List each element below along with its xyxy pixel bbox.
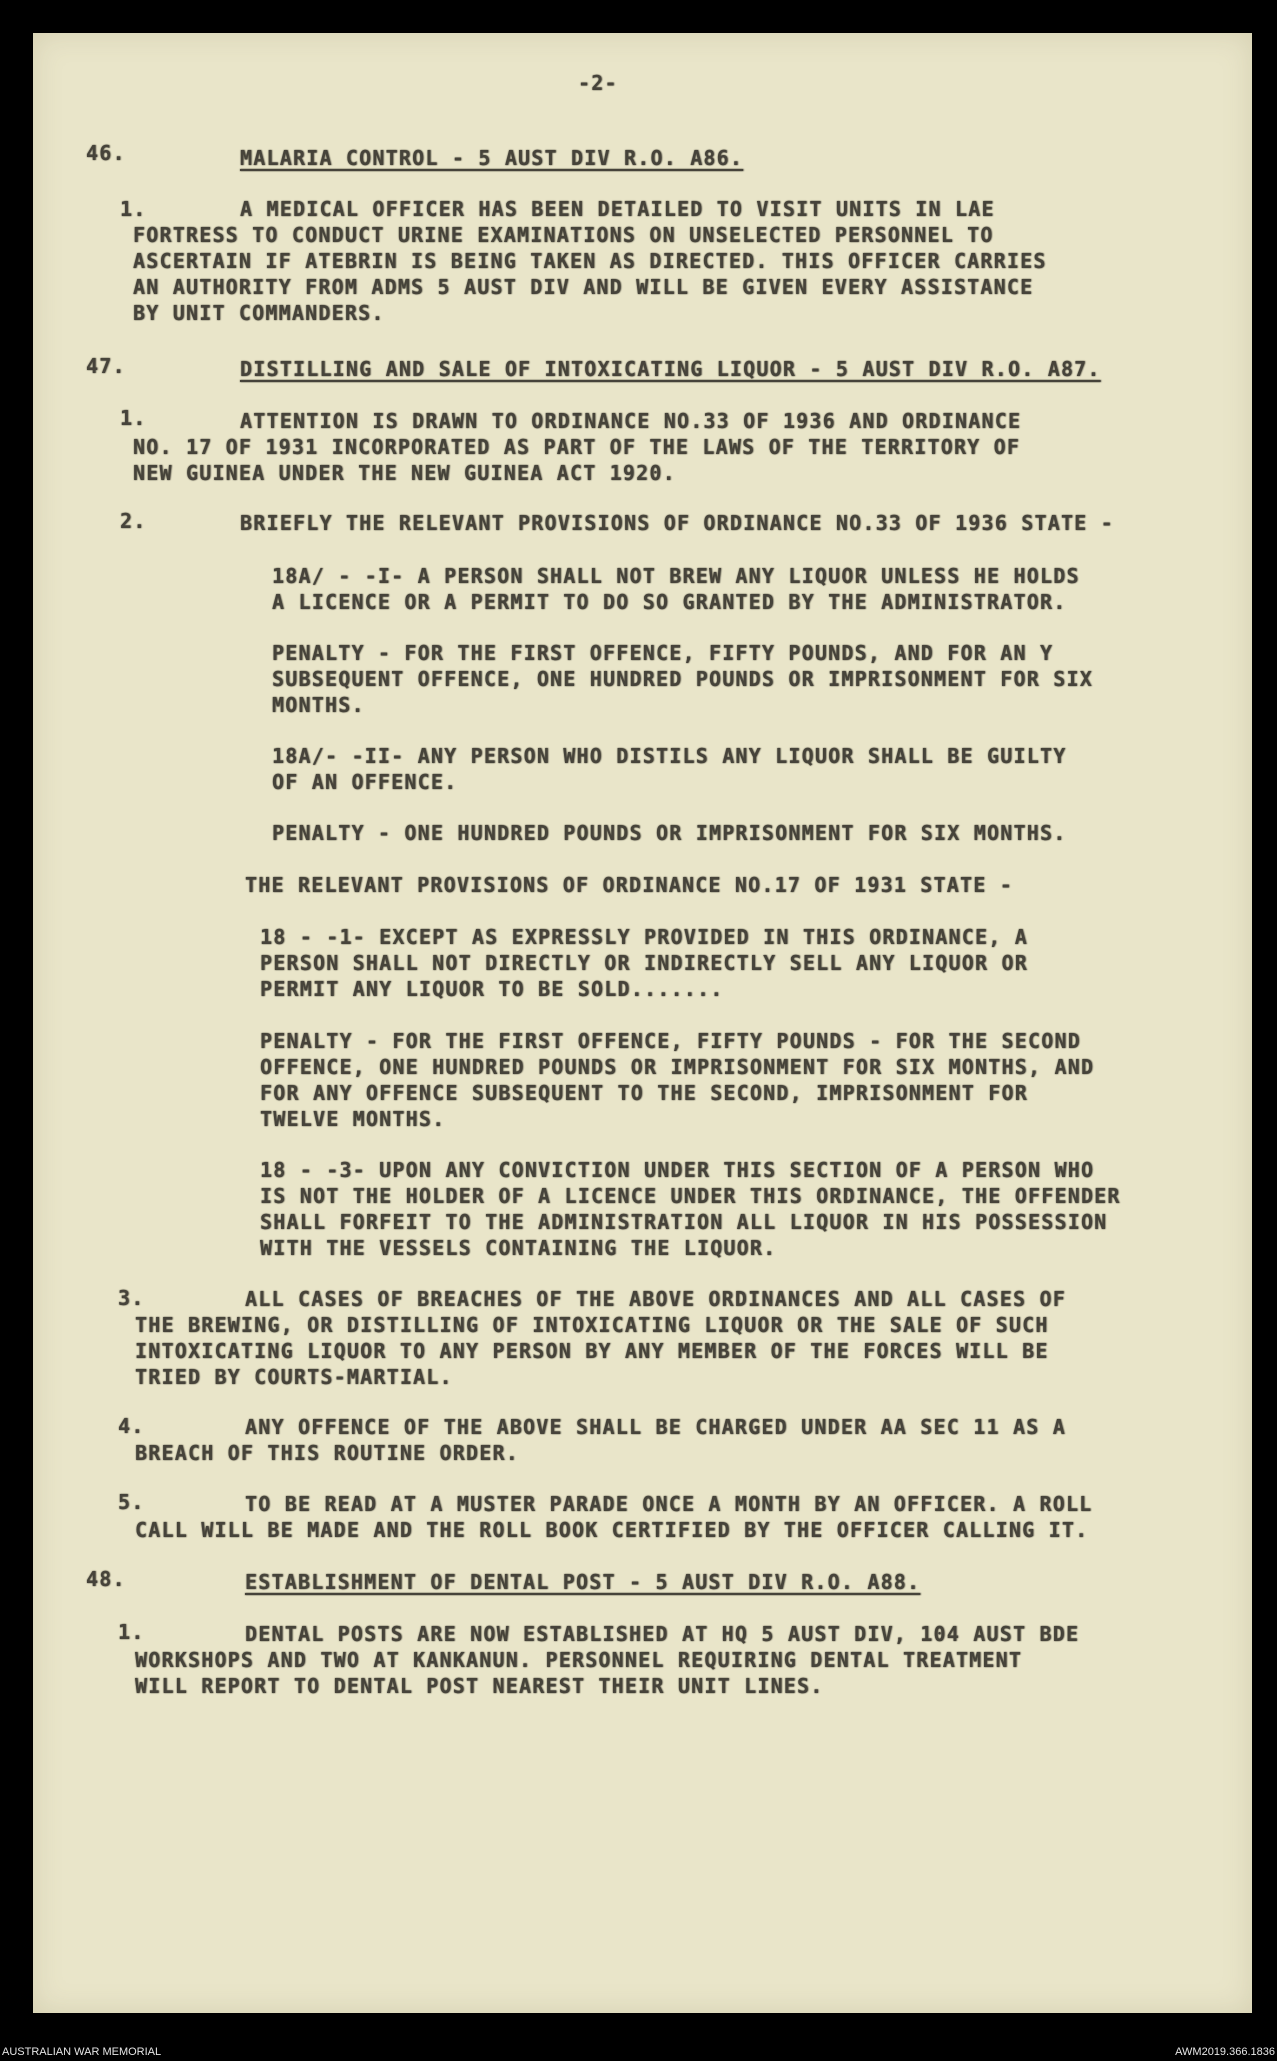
section-46-number: 46. (86, 141, 126, 165)
section-48-title: ESTABLISHMENT OF DENTAL POST - 5 AUST DIV R.O. A88. (245, 1570, 921, 1594)
quote-18-1: PERMIT ANY LIQUOR TO BE SOLD....... (260, 977, 724, 1001)
quote-penalty-3: FOR ANY OFFENCE SUBSEQUENT TO THE SECOND, IMPRISONMENT FOR (260, 1081, 1028, 1105)
quote-18-3: WITH THE VESSELS CONTAINING THE LIQUOR. (260, 1236, 777, 1260)
s46-p1-line: BY UNIT COMMANDERS. (133, 301, 385, 325)
quote-18-3: SHALL FORFEIT TO THE ADMINISTRATION ALL LIQUOR IN HIS POSSESSION (260, 1210, 1108, 1234)
s46-p1-line: AN AUTHORITY FROM ADMS 5 AUST DIV AND WILL BE GIVEN EVERY ASSISTANCE (133, 275, 1034, 299)
quote-penalty-2: PENALTY - ONE HUNDRED POUNDS OR IMPRISONMENT FOR SIX MONTHS. (272, 821, 1067, 845)
quote-penalty-1: PENALTY - FOR THE FIRST OFFENCE, FIFTY POUNDS, AND FOR AN Y (272, 641, 1054, 665)
quote-penalty-1: SUBSEQUENT OFFENCE, ONE HUNDRED POUNDS OR IMPRISONMENT FOR SIX (272, 667, 1093, 691)
section-47-title: DISTILLING AND SALE OF INTOXICATING LIQUOR - 5 AUST DIV R.O. A87. (240, 357, 1101, 381)
s47-p2-number: 2. (120, 509, 147, 533)
s47-p3-number: 3. (118, 1286, 145, 1310)
footer-institution: AUSTRALIAN WAR MEMORIAL (2, 2046, 162, 2058)
s46-p1-line: FORTRESS TO CONDUCT URINE EXAMINATIONS ON UNSELECTED PERSONNEL TO (133, 223, 994, 247)
s47-p5-line: TO BE READ AT A MUSTER PARADE ONCE A MONTH BY AN OFFICER. A ROLL (245, 1492, 1093, 1516)
s48-p1-line: WILL REPORT TO DENTAL POST NEAREST THEIR UNIT LINES. (135, 1674, 824, 1698)
s47-p3-line: INTOXICATING LIQUOR TO ANY PERSON BY ANY MEMBER OF THE FORCES WILL BE (135, 1339, 1049, 1363)
s46-p1-number: 1. (120, 197, 147, 221)
s46-p1-line: A MEDICAL OFFICER HAS BEEN DETAILED TO VISIT UNITS IN LAE (240, 197, 995, 221)
footer-accession-number: AWM2019.366.1836 (1175, 2046, 1275, 2058)
quote-18-3: 18 - -3- UPON ANY CONVICTION UNDER THIS SECTION OF A PERSON WHO (260, 1158, 1095, 1182)
quote-18-1: PERSON SHALL NOT DIRECTLY OR INDIRECTLY SELL ANY LIQUOR OR (260, 951, 1028, 975)
s47-p1-line: NEW GUINEA UNDER THE NEW GUINEA ACT 1920. (133, 461, 676, 485)
quote-18a-i: A LICENCE OR A PERMIT TO DO SO GRANTED BY THE ADMINISTRATOR. (272, 590, 1067, 614)
s47-p5-number: 5. (118, 1490, 145, 1514)
s47-p1-line: ATTENTION IS DRAWN TO ORDINANCE NO.33 OF 1936 AND ORDINANCE (240, 409, 1022, 433)
s48-p1-number: 1. (118, 1620, 145, 1644)
s48-p1-line: WORKSHOPS AND TWO AT KANKANUN. PERSONNEL REQUIRING DENTAL TREATMENT (135, 1648, 1023, 1672)
section-46-title: MALARIA CONTROL - 5 AUST DIV R.O. A86. (240, 146, 744, 170)
document-sheet (33, 33, 1252, 2013)
quote-18-1: 18 - -1- EXCEPT AS EXPRESSLY PROVIDED IN THIS ORDINANCE, A (260, 925, 1028, 949)
quote-18a-ii: 18A/- -II- ANY PERSON WHO DISTILS ANY LIQUOR SHALL BE GUILTY (272, 744, 1067, 768)
s47-p4-line: ANY OFFENCE OF THE ABOVE SHALL BE CHARGED UNDER AA SEC 11 AS A (245, 1415, 1066, 1439)
s48-p1-line: DENTAL POSTS ARE NOW ESTABLISHED AT HQ 5 AUST DIV, 104 AUST BDE (245, 1622, 1080, 1646)
s47-p3-line: ALL CASES OF BREACHES OF THE ABOVE ORDINANCES AND ALL CASES OF (245, 1287, 1066, 1311)
s47-p4-line: BREACH OF THIS ROUTINE ORDER. (135, 1441, 519, 1465)
section-47-number: 47. (86, 354, 126, 378)
s47-p3-line: TRIED BY COURTS-MARTIAL. (135, 1365, 453, 1389)
quote-18-3: IS NOT THE HOLDER OF A LICENCE UNDER THIS ORDINANCE, THE OFFENDER (260, 1184, 1121, 1208)
s47-p2-line: BRIEFLY THE RELEVANT PROVISIONS OF ORDINANCE NO.33 OF 1936 STATE - (240, 511, 1114, 535)
s47-p2-line2: THE RELEVANT PROVISIONS OF ORDINANCE NO.17 OF 1931 STATE - (245, 873, 1013, 897)
section-48-number: 48. (86, 1567, 126, 1591)
page-number: -2- (578, 71, 618, 95)
s46-p1-line: ASCERTAIN IF ATEBRIN IS BEING TAKEN AS DIRECTED. THIS OFFICER CARRIES (133, 249, 1047, 273)
s47-p1-line: NO. 17 OF 1931 INCORPORATED AS PART OF THE LAWS OF THE TERRITORY OF (133, 435, 1021, 459)
s47-p3-line: THE BREWING, OR DISTILLING OF INTOXICATING LIQUOR OR THE SALE OF SUCH (135, 1313, 1049, 1337)
s47-p5-line: CALL WILL BE MADE AND THE ROLL BOOK CERTIFIED BY THE OFFICER CALLING IT. (135, 1518, 1089, 1542)
quote-penalty-3: TWELVE MONTHS. (260, 1107, 446, 1131)
s47-p4-number: 4. (118, 1414, 145, 1438)
quote-18a-ii: OF AN OFFENCE. (272, 770, 458, 794)
quote-penalty-3: OFFENCE, ONE HUNDRED POUNDS OR IMPRISONMENT FOR SIX MONTHS, AND (260, 1055, 1095, 1079)
quote-18a-i: 18A/ - -I- A PERSON SHALL NOT BREW ANY LIQUOR UNLESS HE HOLDS (272, 564, 1080, 588)
quote-penalty-1: MONTHS. (272, 693, 365, 717)
s47-p1-number: 1. (120, 406, 147, 430)
quote-penalty-3: PENALTY - FOR THE FIRST OFFENCE, FIFTY POUNDS - FOR THE SECOND (260, 1029, 1081, 1053)
